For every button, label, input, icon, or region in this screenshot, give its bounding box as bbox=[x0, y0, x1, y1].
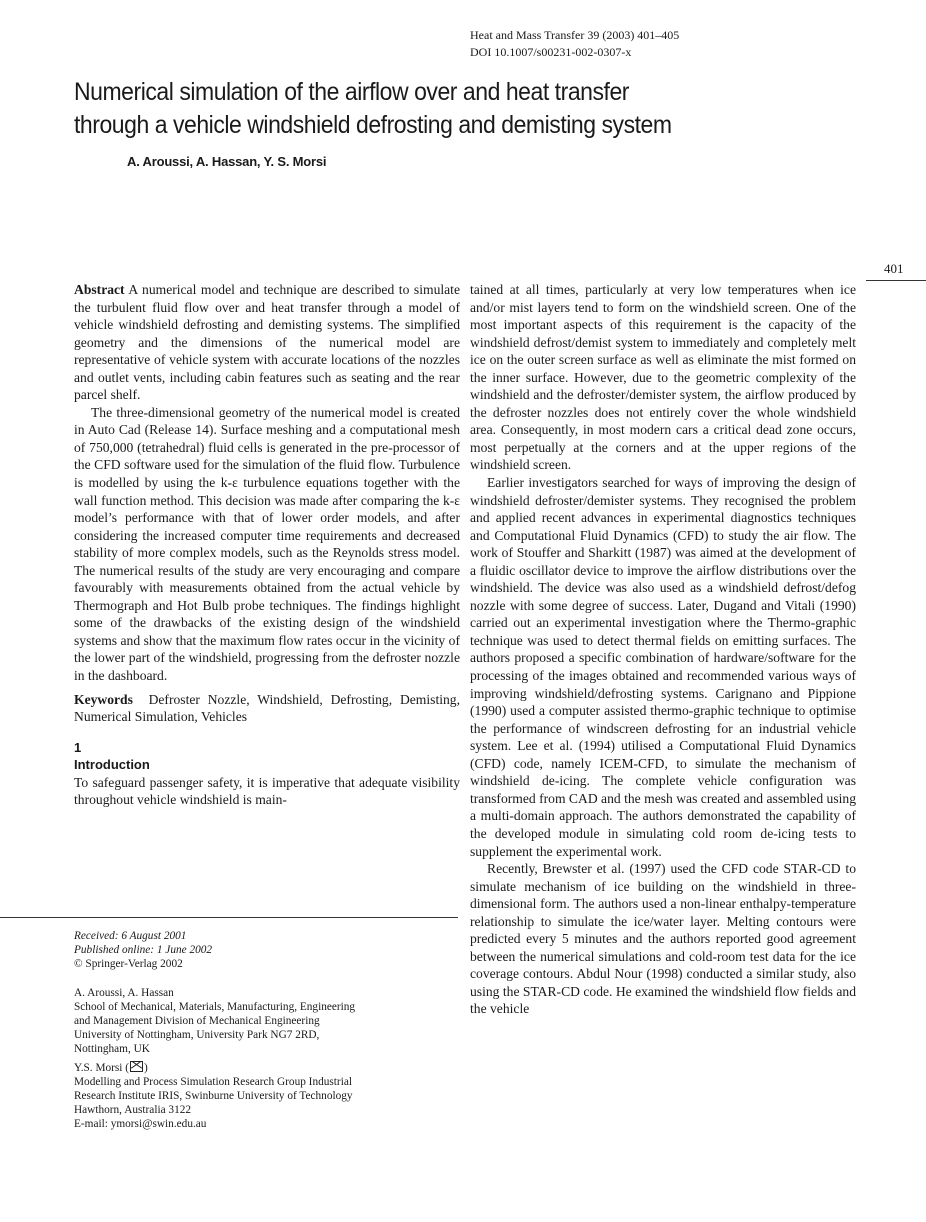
journal-citation bbox=[470, 27, 679, 61]
intro-paragraph-3: Recently, Brewster et al. (1997) used the CFD code STAR-CD to simulate mechanism of ice building on the windshield in three-dimensional form. The authors used a non-linear enthalpy-temperature relationship to simulate the ice/water layer. Melting contours were predicted every 5 minutes and the authors reported good agreement between the numerical simulations and cold-room test data for the ice coverage contours. Abdul Nour (1998) conducted a similar study, also using the STAR-CD code. He examined the windshield flow fields and the vehicle bbox=[470, 861, 856, 1017]
page-number-rule bbox=[866, 280, 926, 281]
intro-paragraph-continued: tained at all times, particularly at very low temperatures when ice and/or mist layers tend to form on the windshield screen. One of the most important aspects of this requirement is the capacity of the windshield defrost/demist system to immediately and completely melt ice on the outer screen surface as well as eliminate the mist formed on the inner surface. However, due to the geometric complexity of the windshield and the defroster/demister system, the airflow produced by the defroster nozzles does not entirely cover the whole windshield area. Consequently, in most modern cars a critical dead zone occurs, most perpetually at the corners and at the upper regions of the windshield screen. bbox=[470, 282, 856, 473]
affiliation-2-name bbox=[74, 1061, 460, 1075]
intro-paragraph-2: Earlier investigators searched for ways of improving the design of windshield defroster/demister systems. They recognised the problem and applied recent advances in experimental diagnostics techniques and Computational Fluid Dynamics (CFD) to study the air flow. The work of Stouffer and Sharkitt (1987) was aimed at the development of a fluidic oscillator device to improve the airflow distributions over the windshield. The device was also used as a windshield defrost/defog nozzle with some degree of success. Later, Dugand and Vitali (1990) carried out an experimental investigation where the Thermo-graphic technique was used to detect thermal fields on emitting surfaces. The authors proposed a specific combination of hardware/software for the processing of the images obtained and recommended various ways of improving windshield/defrosting systems. Carignano and Pippione (1990) used a computer assisted thermo-graphic technique to optimise the performance of windscreen defrosting for an industrial vehicle system. Lee et al. (1994) utilised a Computational Fluid Dynamics (CFD) code, namely ICEM-CFD, to simulate the mechanism of windshield de-icing. The complete vehicle configuration was transformed from CAD and the mesh was created and assembled using a multi-domain approach. The authors demonstrated the capability of the developed module in simulating cold room de-icing tests to supplement the experimental work. bbox=[470, 475, 856, 859]
affiliation-1-line-1: School of Mechanical, Materials, Manufacturing, Engineering bbox=[74, 1000, 356, 1013]
keywords bbox=[74, 691, 460, 726]
introduction-paragraph-1: To safeguard passenger safety, it is imperative that adequate visibility throughout vehicle windshield is main- bbox=[74, 774, 460, 808]
left-column bbox=[74, 281, 460, 809]
section-number: 1 bbox=[74, 739, 82, 755]
title-line-1: Numerical simulation of the airflow over and heat transfer bbox=[74, 78, 629, 106]
affiliation-1-line-2: and Management Division of Mechanical Engineering bbox=[74, 1015, 320, 1028]
author-list: A. Aroussi, A. Hassan, Y. S. Morsi bbox=[127, 154, 327, 169]
affiliation-2-line-2: Research Institute IRIS, Swinburne University of Technology bbox=[74, 1090, 353, 1103]
affiliation-2-line-1: Modelling and Process Simulation Research Group Industrial bbox=[74, 1075, 352, 1088]
affiliation-1-line-3: University of Nottingham, University Park NG7 2RD, bbox=[74, 1029, 320, 1042]
title-line-2: through a vehicle windshield defrosting and demisting system bbox=[74, 111, 672, 139]
envelope-icon bbox=[130, 1061, 143, 1072]
paper-title bbox=[74, 76, 792, 142]
affiliation-2-line-3: Hawthorn, Australia 3122 bbox=[74, 1104, 192, 1117]
published-date: Published online: 1 June 2002 bbox=[74, 944, 213, 957]
affiliation-1-line-4: Nottingham, UK bbox=[74, 1043, 150, 1056]
journal-line: Heat and Mass Transfer 39 (2003) 401–405 bbox=[470, 28, 680, 42]
email: E-mail: ymorsi@swin.edu.au bbox=[74, 1118, 207, 1131]
right-column bbox=[470, 281, 856, 1018]
abstract-label: Abstract bbox=[74, 282, 125, 297]
keywords-label: Keywords bbox=[74, 691, 133, 707]
footnote-rule bbox=[0, 917, 458, 918]
keywords-text: Defroster Nozzle, Windshield, Defrosting, Demisting, Numerical Simulation, Vehicles bbox=[74, 691, 460, 725]
abstract-text-1: A numerical model and technique are described to simulate the turbulent fluid flow over and heat transfer through a model of vehicle windshield defrosting and demisting systems. The simplified geometry and the dimensions of the numerical model are representative of vehicle system with accurate locations of the nozzles and outlet vents, including cabin features such as seating and the rear parcel shelf. bbox=[74, 282, 460, 403]
abstract-paragraph-2: The three-dimensional geometry of the numerical model is created in Auto Cad (Release 14). Surface meshing and a computational mesh of 750,000 (tetrahedral) fluid cells is generated in the pre-processor of the CFD software used for the simulation of the fluid flow. Turbulence is modelled by using the k-ε turbulence equations together with the wall function method. This decision was made after comparing the k-ε model’s performance with that of lower order models, and after considering the increased computer time requirements and decreased stability of more complex models, such as the Reynolds stress model. The numerical results of the study are very encouraging and compare favourably with measurements obtained from the actual vehicle by Thermograph and Hot Bulb probe techniques. The findings highlight some of the drawbacks of the existing design of the windshield systems and show that the maximum flow rates occur in the vicinity of the lower part of the windshield, progressing from the defroster nozzle in the dashboard. bbox=[74, 404, 460, 684]
abstract-paragraph-1 bbox=[74, 281, 460, 404]
affiliation-2-name-text: Y.S. Morsi ( bbox=[74, 1061, 130, 1074]
section-title: Introduction bbox=[74, 757, 150, 773]
page-number: 401 bbox=[884, 261, 904, 276]
received-date: Received: 6 August 2001 bbox=[74, 930, 187, 942]
affiliation-1-names: A. Aroussi, A. Hassan bbox=[74, 986, 174, 999]
footnote-block bbox=[74, 929, 460, 1132]
affiliation-2-name-close: ) bbox=[144, 1061, 148, 1074]
copyright: © Springer-Verlag 2002 bbox=[74, 958, 183, 971]
doi-line: DOI 10.1007/s00231-002-0307-x bbox=[470, 45, 632, 59]
